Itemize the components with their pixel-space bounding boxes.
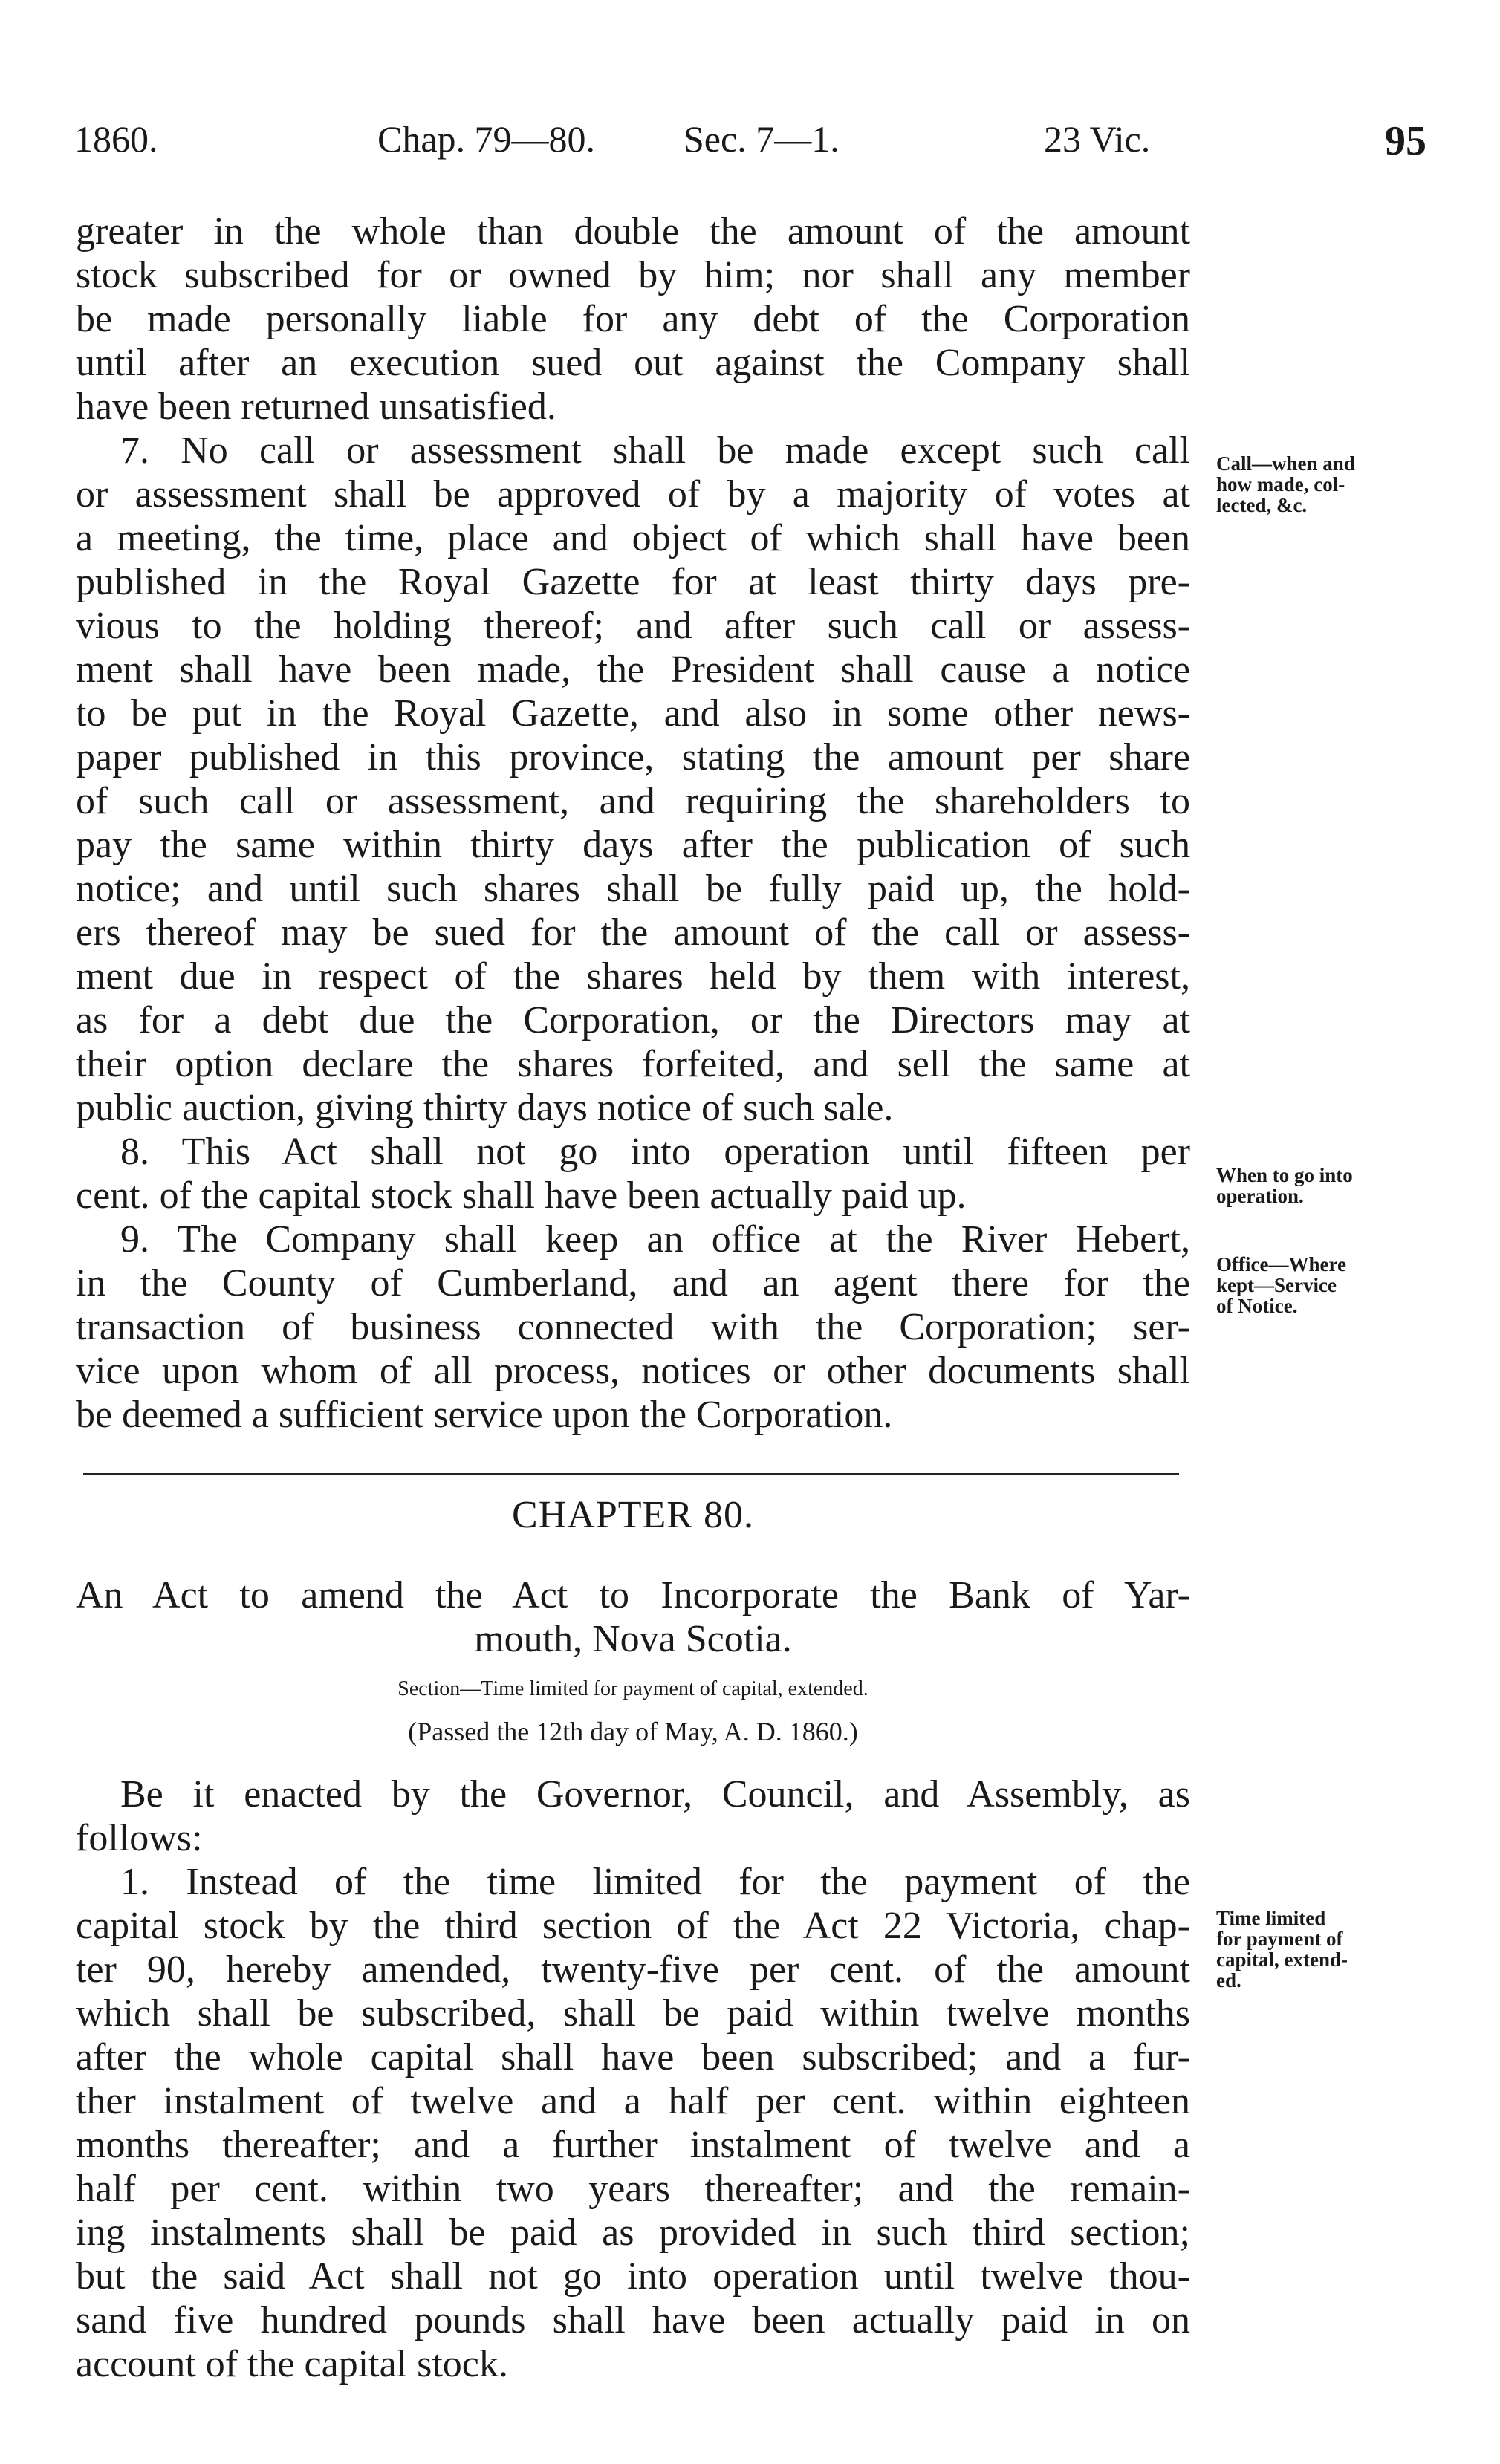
text-line: ment due in respect of the shares held by them with interest, <box>76 955 1190 998</box>
text-line: until after an execution sued out against the Company shall <box>76 342 1190 384</box>
passed-date: (Passed the 12th day of May, A. D. 1860.) <box>408 1717 858 1746</box>
chapter-heading: CHAPTER 80. <box>512 1494 754 1536</box>
act-title-line: mouth, Nova Scotia. <box>474 1618 792 1660</box>
text-line: public auction, giving thirty days notice of such sale. <box>76 1087 894 1129</box>
text-line: ther instalment of twelve and a half per cent. within eighteen <box>76 2080 1190 2122</box>
text-line: paper published in this province, stating the amount per share <box>76 736 1190 778</box>
section-7-start: 7. No call or assessment shall be made except such call <box>120 429 1190 472</box>
text-line: be deemed a sufficient service upon the Corporation. <box>76 1394 893 1436</box>
text-line: a meeting, the time, place and object of which shall have been <box>76 517 1190 559</box>
text-line: ers thereof may be sued for the amount of the call or assess- <box>76 911 1190 954</box>
text-line: vious to the holding thereof; and after such call or assess- <box>76 605 1190 647</box>
act-title <box>76 1573 1190 1661</box>
text-line: of such call or assessment, and requiring the shareholders to <box>76 780 1190 822</box>
text-line: be made personally liable for any debt of the Corporation <box>76 298 1190 340</box>
text-line: in the County of Cumberland, and an agent there for the <box>76 1262 1190 1304</box>
header-year: 1860. <box>74 118 158 160</box>
enacting-clause: Be it enacted by the Governor, Council, and Assembly, as <box>120 1773 1190 1816</box>
text-line: capital stock by the third section of the Act 22 Victoria, chap- <box>76 1905 1190 1947</box>
act-title-line: An Act to amend the Act to Incorporate the Bank of Yar- <box>76 1574 1190 1616</box>
header-chapter: Chap. 79—80. <box>377 118 596 160</box>
section-8-start: 8. This Act shall not go into operation until fifteen per <box>120 1131 1190 1173</box>
margin-note-office: Office—Where kept—Service of Notice. <box>1216 1253 1346 1317</box>
margin-note-operation: When to go into operation. <box>1216 1164 1353 1207</box>
running-header <box>74 117 1426 169</box>
text-line: cent. of the capital stock shall have been actually paid up. <box>76 1174 967 1217</box>
text-line: after the whole capital shall have been subscribed; and a fur- <box>76 2036 1190 2078</box>
chapter-80-text <box>76 1772 1190 2386</box>
text-line: or assessment shall be approved of by a majority of votes at <box>76 473 1190 516</box>
text-line: ter 90, hereby amended, twenty-five per cent. of the amount <box>76 1948 1190 1991</box>
text-line: months thereafter; and a further instalment of twelve and a <box>76 2124 1190 2166</box>
text-line: have been returned unsatisfied. <box>76 386 556 428</box>
text-line: to be put in the Royal Gazette, and also in some other news- <box>76 692 1190 735</box>
chapter-divider <box>83 1473 1179 1475</box>
text-line: half per cent. within two years thereafter; and the remain- <box>76 2168 1190 2210</box>
text-line: which shall be subscribed, shall be paid within twelve months <box>76 1992 1190 2035</box>
chapter-79-text <box>76 209 1190 1437</box>
text-line: account of the capital stock. <box>76 2343 508 2385</box>
text-line: vice upon whom of all process, notices or other documents shall <box>76 1350 1190 1392</box>
text-line: ing instalments shall be paid as provided in such third section; <box>76 2211 1190 2254</box>
text-line: sand five hundred pounds shall have been actually paid in on <box>76 2299 1190 2341</box>
text-line: pay the same within thirty days after the publication of such <box>76 824 1190 866</box>
text-line: published in the Royal Gazette for at least thirty days pre- <box>76 561 1190 603</box>
text-line: stock subscribed for or owned by him; nor shall any member <box>76 254 1190 296</box>
text-line: as for a debt due the Corporation, or the Directors may at <box>76 999 1190 1041</box>
page-number: 95 <box>1385 118 1426 164</box>
text-line: transaction of business connected with the Corporation; ser- <box>76 1306 1190 1348</box>
section-9-start: 9. The Company shall keep an office at the River Hebert, <box>120 1218 1190 1261</box>
text-line: greater in the whole than double the amount of the amount <box>76 210 1190 253</box>
section-1-start: 1. Instead of the time limited for the payment of the <box>120 1861 1190 1903</box>
text-line: follows: <box>76 1817 203 1859</box>
header-reign: 23 Vic. <box>1044 118 1151 160</box>
text-line: but the said Act shall not go into operation until twelve thou- <box>76 2255 1190 2298</box>
margin-note-call: Call—when and how made, col- lected, &c. <box>1216 452 1355 516</box>
text-line: their option declare the shares forfeited, and sell the same at <box>76 1043 1190 1085</box>
text-line: notice; and until such shares shall be fully paid up, the hold- <box>76 868 1190 910</box>
header-section: Sec. 7—1. <box>684 118 840 160</box>
text-line: ment shall have been made, the President shall cause a notice <box>76 648 1190 691</box>
margin-note-time-limited: Time limited for payment of capital, extend- ed. <box>1216 1907 1348 1992</box>
section-summary: Section—Time limited for payment of capital, extended. <box>397 1677 868 1700</box>
